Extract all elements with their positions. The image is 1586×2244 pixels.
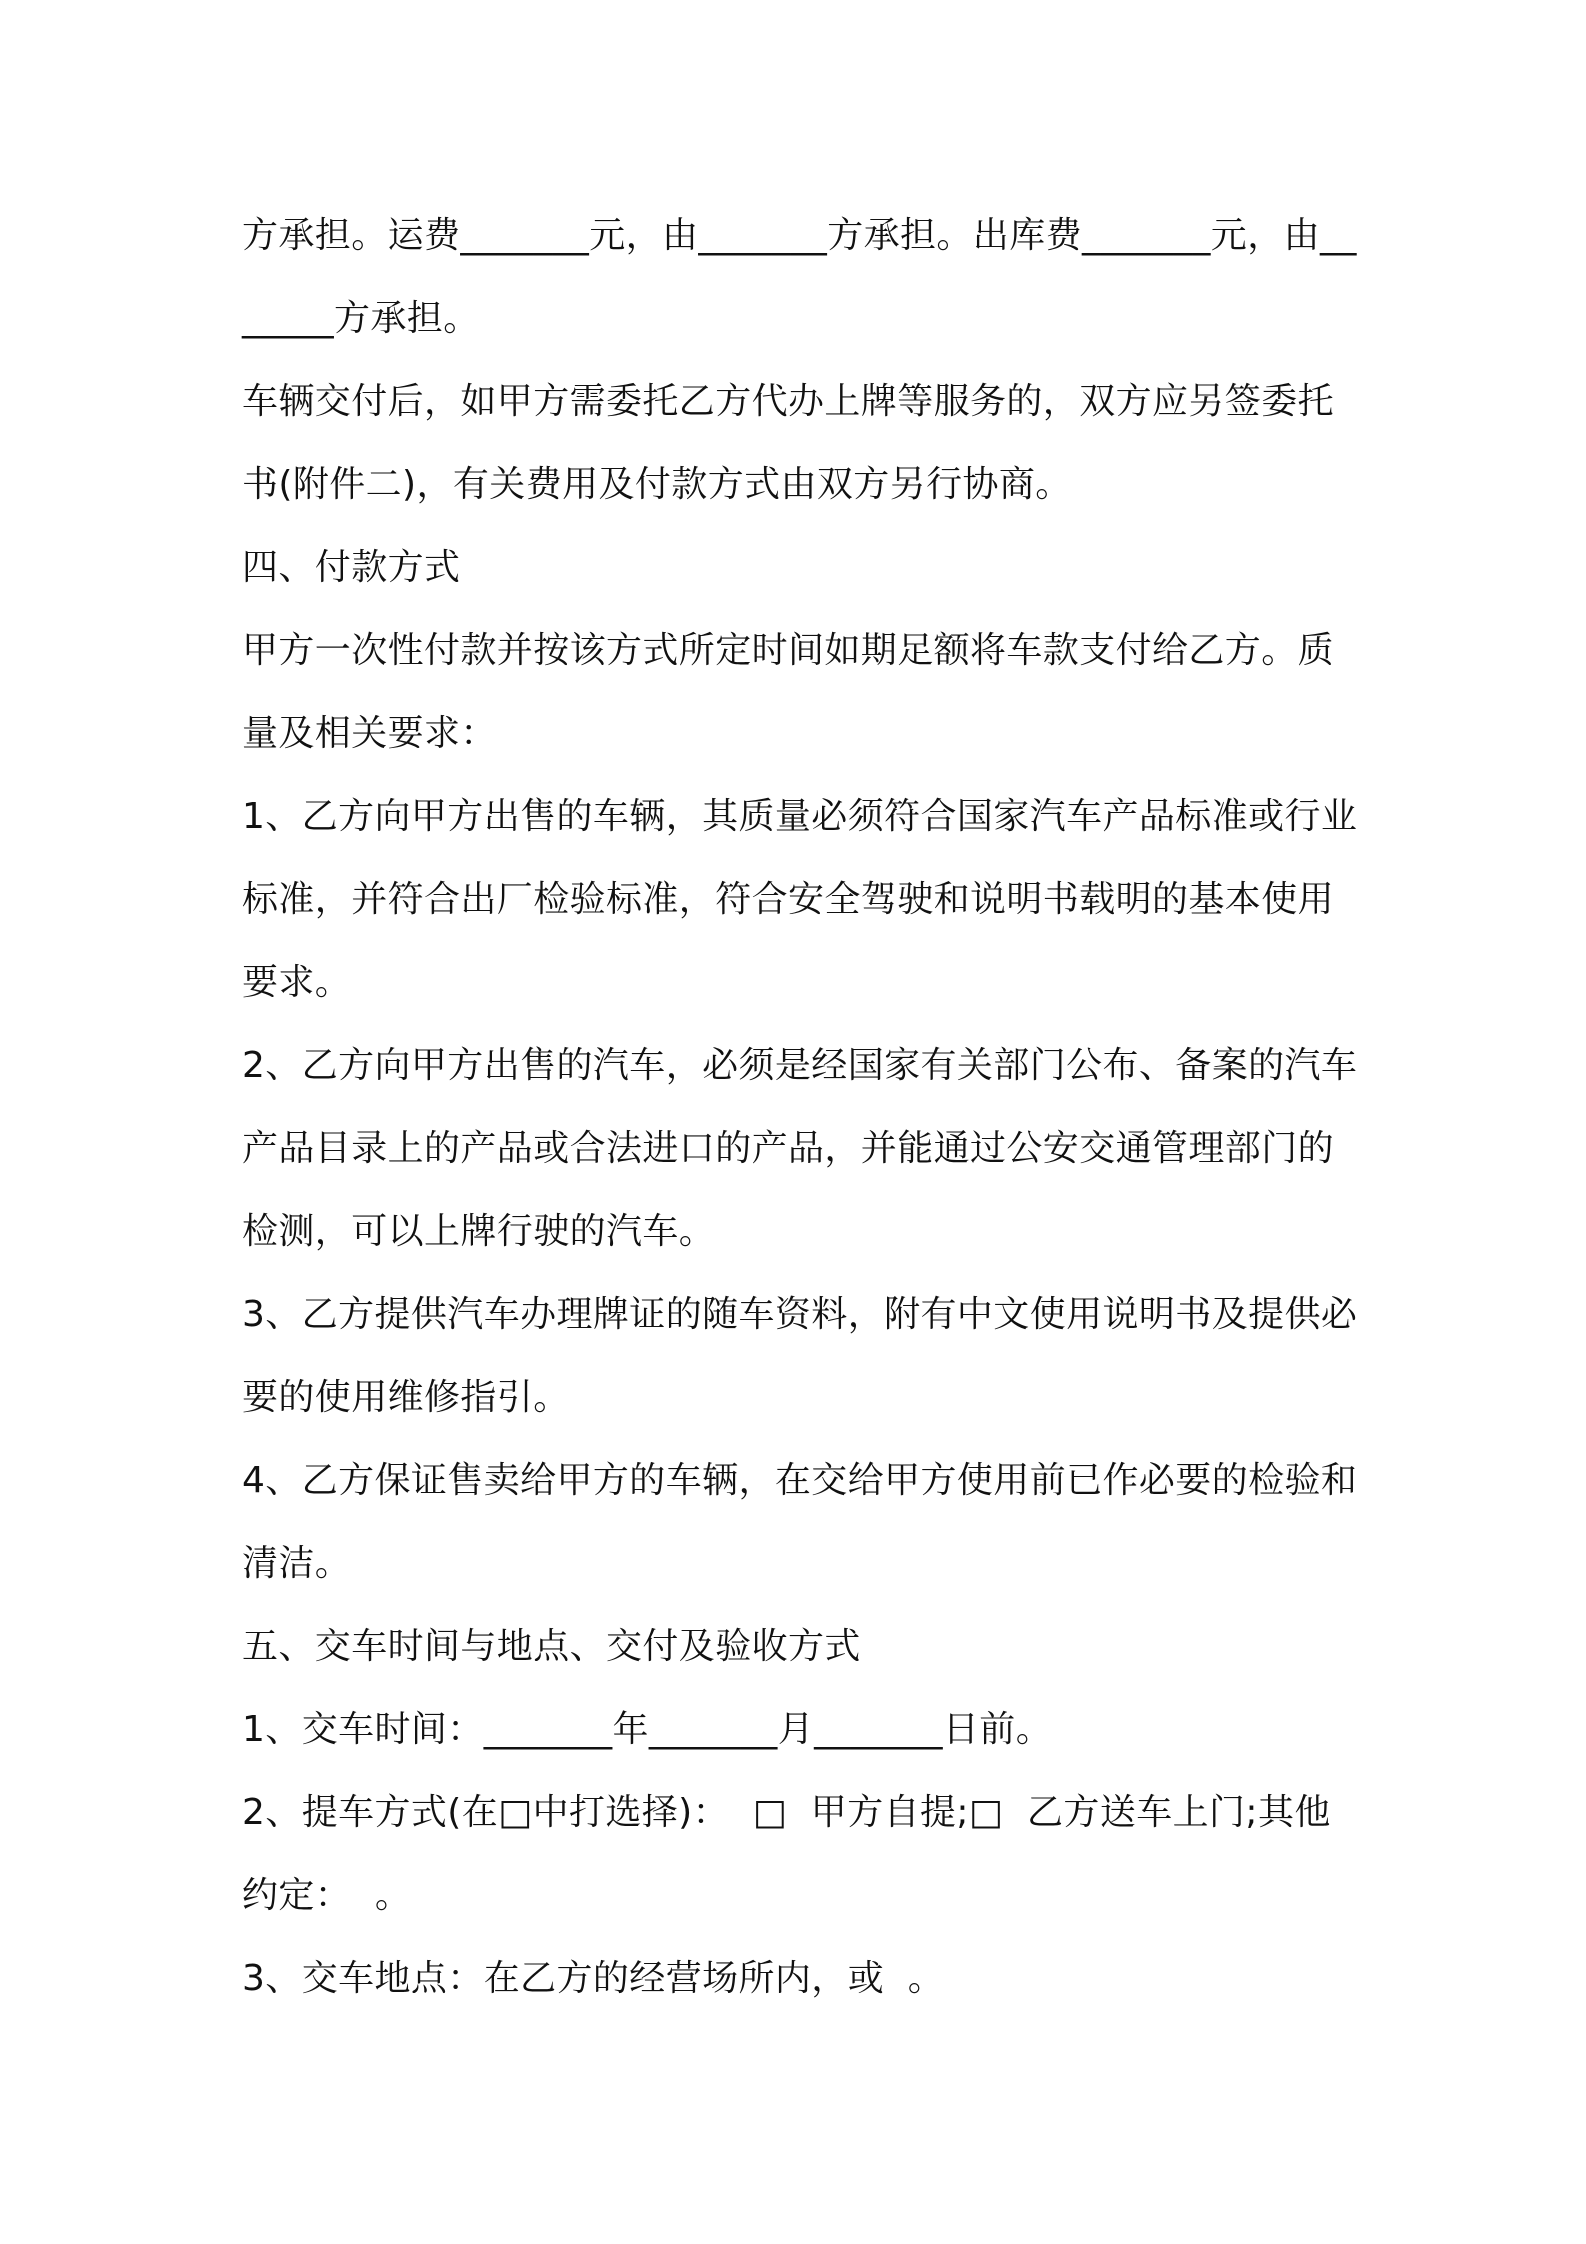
list-item-quality-3: 3、乙方提供汽车办理牌证的随车资料，附有中文使用说明书及提供必要的使用维修指引。 [242, 1294, 1358, 1418]
list-item-quality-4: 4、乙方保证售卖给甲方的车辆，在交给甲方使用前已作必要的检验和清洁。 [242, 1460, 1358, 1584]
section-heading-payment: 四、付款方式 [242, 547, 461, 588]
paragraph-fee-allocation: 方承担。运费_______元，由_______方承担。出库费_______元，由_______方承担。 [242, 215, 1357, 339]
section-heading-delivery: 五、交车时间与地点、交付及验收方式 [242, 1626, 861, 1667]
list-item-delivery-time: 1、交车时间：_______年_______月_______日前。 [242, 1709, 1053, 1750]
paragraph-payment-terms: 甲方一次性付款并按该方式所定时间如期足额将车款支付给乙方。质量及相关要求： [242, 630, 1335, 754]
list-item-quality-1: 1、乙方向甲方出售的车辆，其质量必须符合国家汽车产品标准或行业标准，并符合出厂检验标准，符合安全驾驶和说明书载明的基本使用要求。 [242, 796, 1358, 1003]
list-item-pickup-method: 2、提车方式(在□中打选择)： □ 甲方自提;□ 乙方送车上门;其他约定： 。 [242, 1792, 1331, 1916]
document-body [242, 194, 1362, 2020]
list-item-quality-2: 2、乙方向甲方出售的汽车，必须是经国家有关部门公布、备案的汽车产品目录上的产品或合法进口的产品，并能通过公安交通管理部门的检测，可以上牌行驶的汽车。 [242, 1045, 1358, 1252]
paragraph-registration-service: 车辆交付后，如甲方需委托乙方代办上牌等服务的，双方应另签委托书(附件二)，有关费用及付款方式由双方另行协商。 [242, 381, 1335, 505]
list-item-delivery-location: 3、交车地点：在乙方的经营场所内，或 。 [242, 1958, 945, 1999]
